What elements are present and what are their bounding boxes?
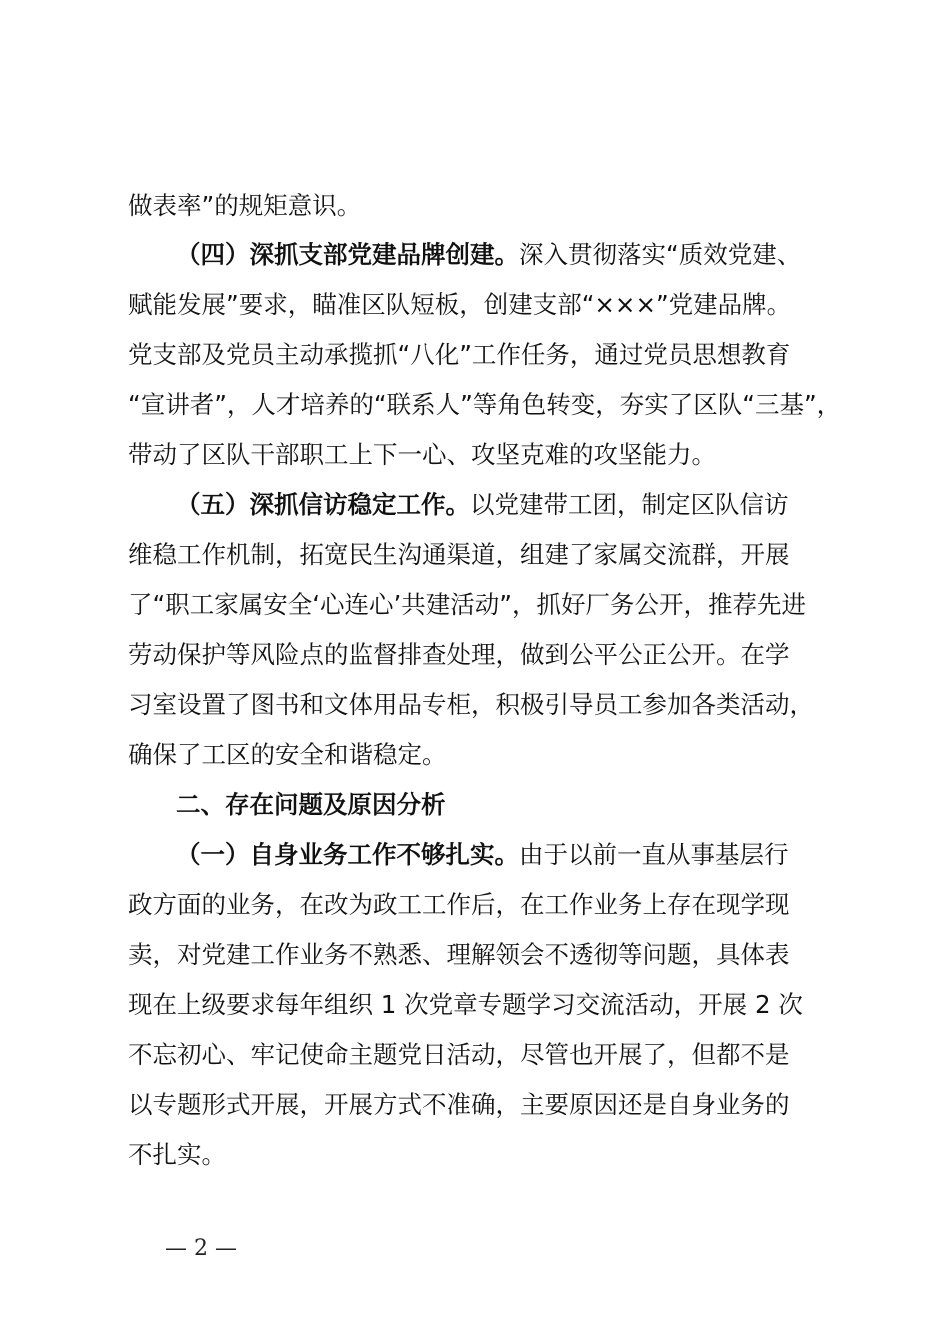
- body-line: 劳动保护等风险点的监督排查处理，做到公平公正公开。在学: [128, 640, 790, 669]
- body-line: 维稳工作机制，拓宽民生沟通渠道，组建了家属交流群，开展: [128, 540, 790, 569]
- body-line: 不扎实。: [128, 1140, 226, 1169]
- body-line: 以专题形式开展，开展方式不准确，主要原因还是自身业务的: [128, 1090, 790, 1119]
- body-line: 党支部及党员主动承揽抓“八化”工作任务，通过党员思想教育: [128, 340, 791, 369]
- section-paragraph-line: （五）深抓信访稳定工作。以党建带工团，制定区队信访: [176, 490, 789, 519]
- section-paragraph-line: （四）深抓支部党建品牌创建。深入贯彻落实“质效党建、: [176, 240, 802, 269]
- body-line: 现在上级要求每年组织 1 次党章专题学习交流活动，开展 2 次: [128, 990, 803, 1019]
- body-line: 做表率”的规矩意识。: [128, 191, 362, 220]
- body-line: 赋能发展”要求，瞄准区队短板，创建支部“×××”党建品牌。: [128, 290, 792, 319]
- body-line: 带动了区队干部职工上下一心、攻坚克难的攻坚能力。: [128, 440, 716, 469]
- page-number: — 2 —: [165, 1236, 237, 1261]
- section-heading: （四）深抓支部党建品牌创建。: [176, 240, 519, 269]
- section-paragraph-line: （一）自身业务工作不够扎实。由于以前一直从事基层行: [176, 840, 789, 869]
- body-line: 了“职工家属安全‘心连心’共建活动”，抓好厂务公开，推荐先进: [128, 590, 806, 619]
- chapter-heading: 二、存在问题及原因分析: [176, 790, 446, 819]
- section-heading: （一）自身业务工作不够扎实。: [176, 840, 519, 869]
- section-heading: （五）深抓信访稳定工作。: [176, 490, 470, 519]
- body-line: 卖，对党建工作业务不熟悉、理解领会不透彻等问题，具体表: [128, 940, 790, 969]
- body-line: “宣讲者”，人才培养的“联系人”等角色转变，夯实了区队“三基”，: [128, 390, 842, 419]
- body-line: 习室设置了图书和文体用品专柜，积极引导员工参加各类活动，: [128, 690, 814, 719]
- chapter-heading-line: [176, 780, 868, 830]
- body-line: 确保了工区的安全和谐稳定。: [128, 740, 447, 769]
- body-line: 不忘初心、牢记使命主题党日活动，尽管也开展了，但都不是: [128, 1040, 790, 1069]
- body-line: 政方面的业务，在改为政工工作后，在工作业务上存在现学现: [128, 890, 790, 919]
